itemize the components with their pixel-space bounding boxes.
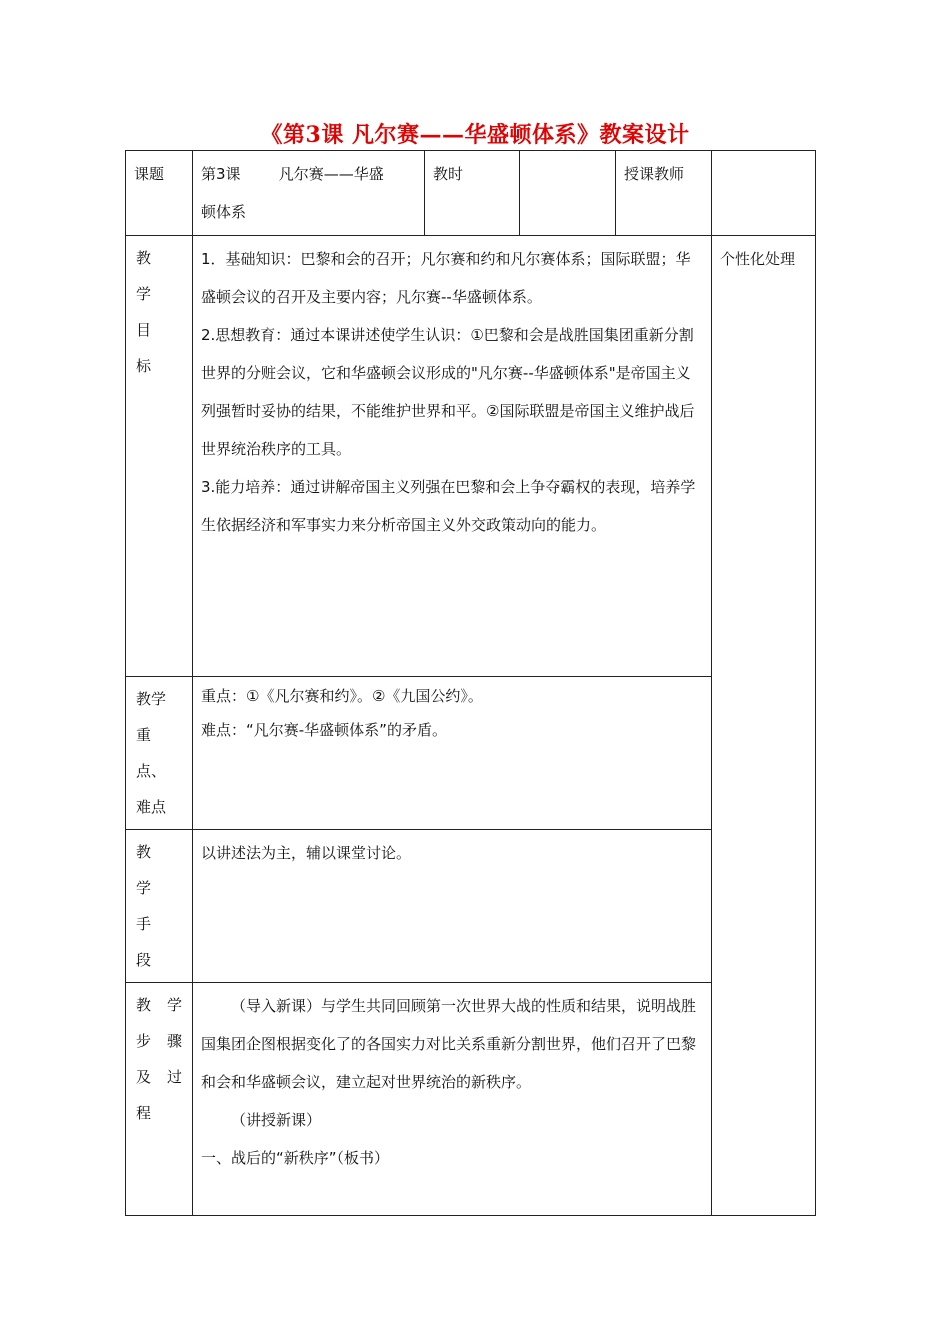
lesson-plan-table <box>125 150 816 1216</box>
personalized-label: 个性化处理 <box>720 250 796 268</box>
hours-label-cell <box>425 151 520 236</box>
means-label <box>126 830 192 982</box>
goals-content-cell <box>193 236 712 677</box>
steps-label-char: 步 <box>136 1032 152 1050</box>
goal-knowledge: 1．基础知识：巴黎和会的召开；凡尔赛和约和凡尔赛体系；国际联盟；华盛顿会议的召开及主要内容；凡尔赛--华盛顿体系。 <box>201 250 691 306</box>
teacher-value-cell <box>712 151 816 236</box>
key-points-label-line: 教学 <box>136 690 167 708</box>
steps-content-cell <box>193 983 712 1216</box>
goal-education: 2.思想教育：通过本课讲述使学生认识：①巴黎和会是战胜国集团重新分割世界的分赃会议，它和华盛顿会议形成的"凡尔赛--华盛顿体系"是帝国主义列强暂时妥协的结果，不能维护世界和平。②国际联盟是帝国主义维护战后世界统治秩序的工具。 <box>201 326 695 458</box>
topic-label: 课题 <box>134 165 165 183</box>
goals-label <box>126 236 192 388</box>
steps-label-cell <box>126 983 193 1216</box>
key-points-label-line: 重 <box>136 726 152 744</box>
steps-label-char: 学 <box>166 996 182 1014</box>
teacher-label: 授课教师 <box>624 165 685 183</box>
steps-label-char: 及 <box>136 1068 152 1086</box>
new-lesson-heading: （讲授新课） <box>231 1111 322 1129</box>
means-content-cell <box>193 830 712 983</box>
teacher-label-cell <box>616 151 712 236</box>
means-label-char: 学 <box>136 879 152 897</box>
means-text: 以讲述法为主，辅以课堂讨论。 <box>201 844 412 862</box>
key-points-label-line: 点、 <box>136 762 167 780</box>
header-row <box>126 151 816 236</box>
goals-label-char: 教 <box>136 249 152 267</box>
hours-value <box>520 151 615 159</box>
personalized-column <box>712 236 816 1216</box>
goals-label-cell <box>126 236 193 677</box>
means-label-char: 段 <box>136 951 152 969</box>
teacher-value <box>712 151 815 159</box>
means-label-char: 教 <box>136 843 152 861</box>
document-title: 《第3课 凡尔赛——华盛顿体系》教案设计 <box>260 122 690 148</box>
key-points-label-cell <box>126 677 193 830</box>
difficulty-text: 难点：“凡尔赛-华盛顿体系”的矛盾。 <box>201 721 447 739</box>
goals-label-char: 标 <box>136 357 152 375</box>
steps-label-char: 过 <box>166 1068 182 1086</box>
topic-value-cell <box>193 151 425 236</box>
focus-text: 重点：①《凡尔赛和约》。②《九国公约》。 <box>201 687 483 705</box>
hours-label: 教时 <box>433 165 464 183</box>
topic-label-cell <box>126 151 193 236</box>
steps-label-char: 教 <box>136 996 152 1014</box>
key-points-label-line: 难点 <box>136 798 167 816</box>
hours-value-cell <box>520 151 616 236</box>
goal-ability: 3.能力培养：通过讲解帝国主义列强在巴黎和会上争夺霸权的表现，培养学生依据经济和军事实力来分析帝国主义外交政策动向的能力。 <box>201 478 696 534</box>
goals-label-char: 学 <box>136 285 152 303</box>
steps-label <box>126 983 192 1135</box>
topic-value-line1: 第3课 凡尔赛——华盛 <box>201 165 384 183</box>
key-points-label <box>126 677 192 829</box>
intro-paragraph: （导入新课）与学生共同回顾第一次世界大战的性质和结果，说明战胜国集团企图根据变化了的各国实力对比关系重新分割世界，他们召开了巴黎和会和华盛顿会议，建立起对世界统治的新秩序。 <box>201 997 697 1091</box>
topic-value-line2: 顿体系 <box>201 203 247 221</box>
goals-row <box>126 236 816 677</box>
means-label-cell <box>126 830 193 983</box>
goals-label-char: 目 <box>136 321 152 339</box>
key-points-content-cell <box>193 677 712 830</box>
steps-label-char: 骤 <box>166 1032 182 1050</box>
means-label-char: 手 <box>136 915 152 933</box>
section-one-heading: 一、战后的“新秩序”（板书） <box>201 1149 390 1167</box>
steps-label-char: 程 <box>136 1104 152 1122</box>
